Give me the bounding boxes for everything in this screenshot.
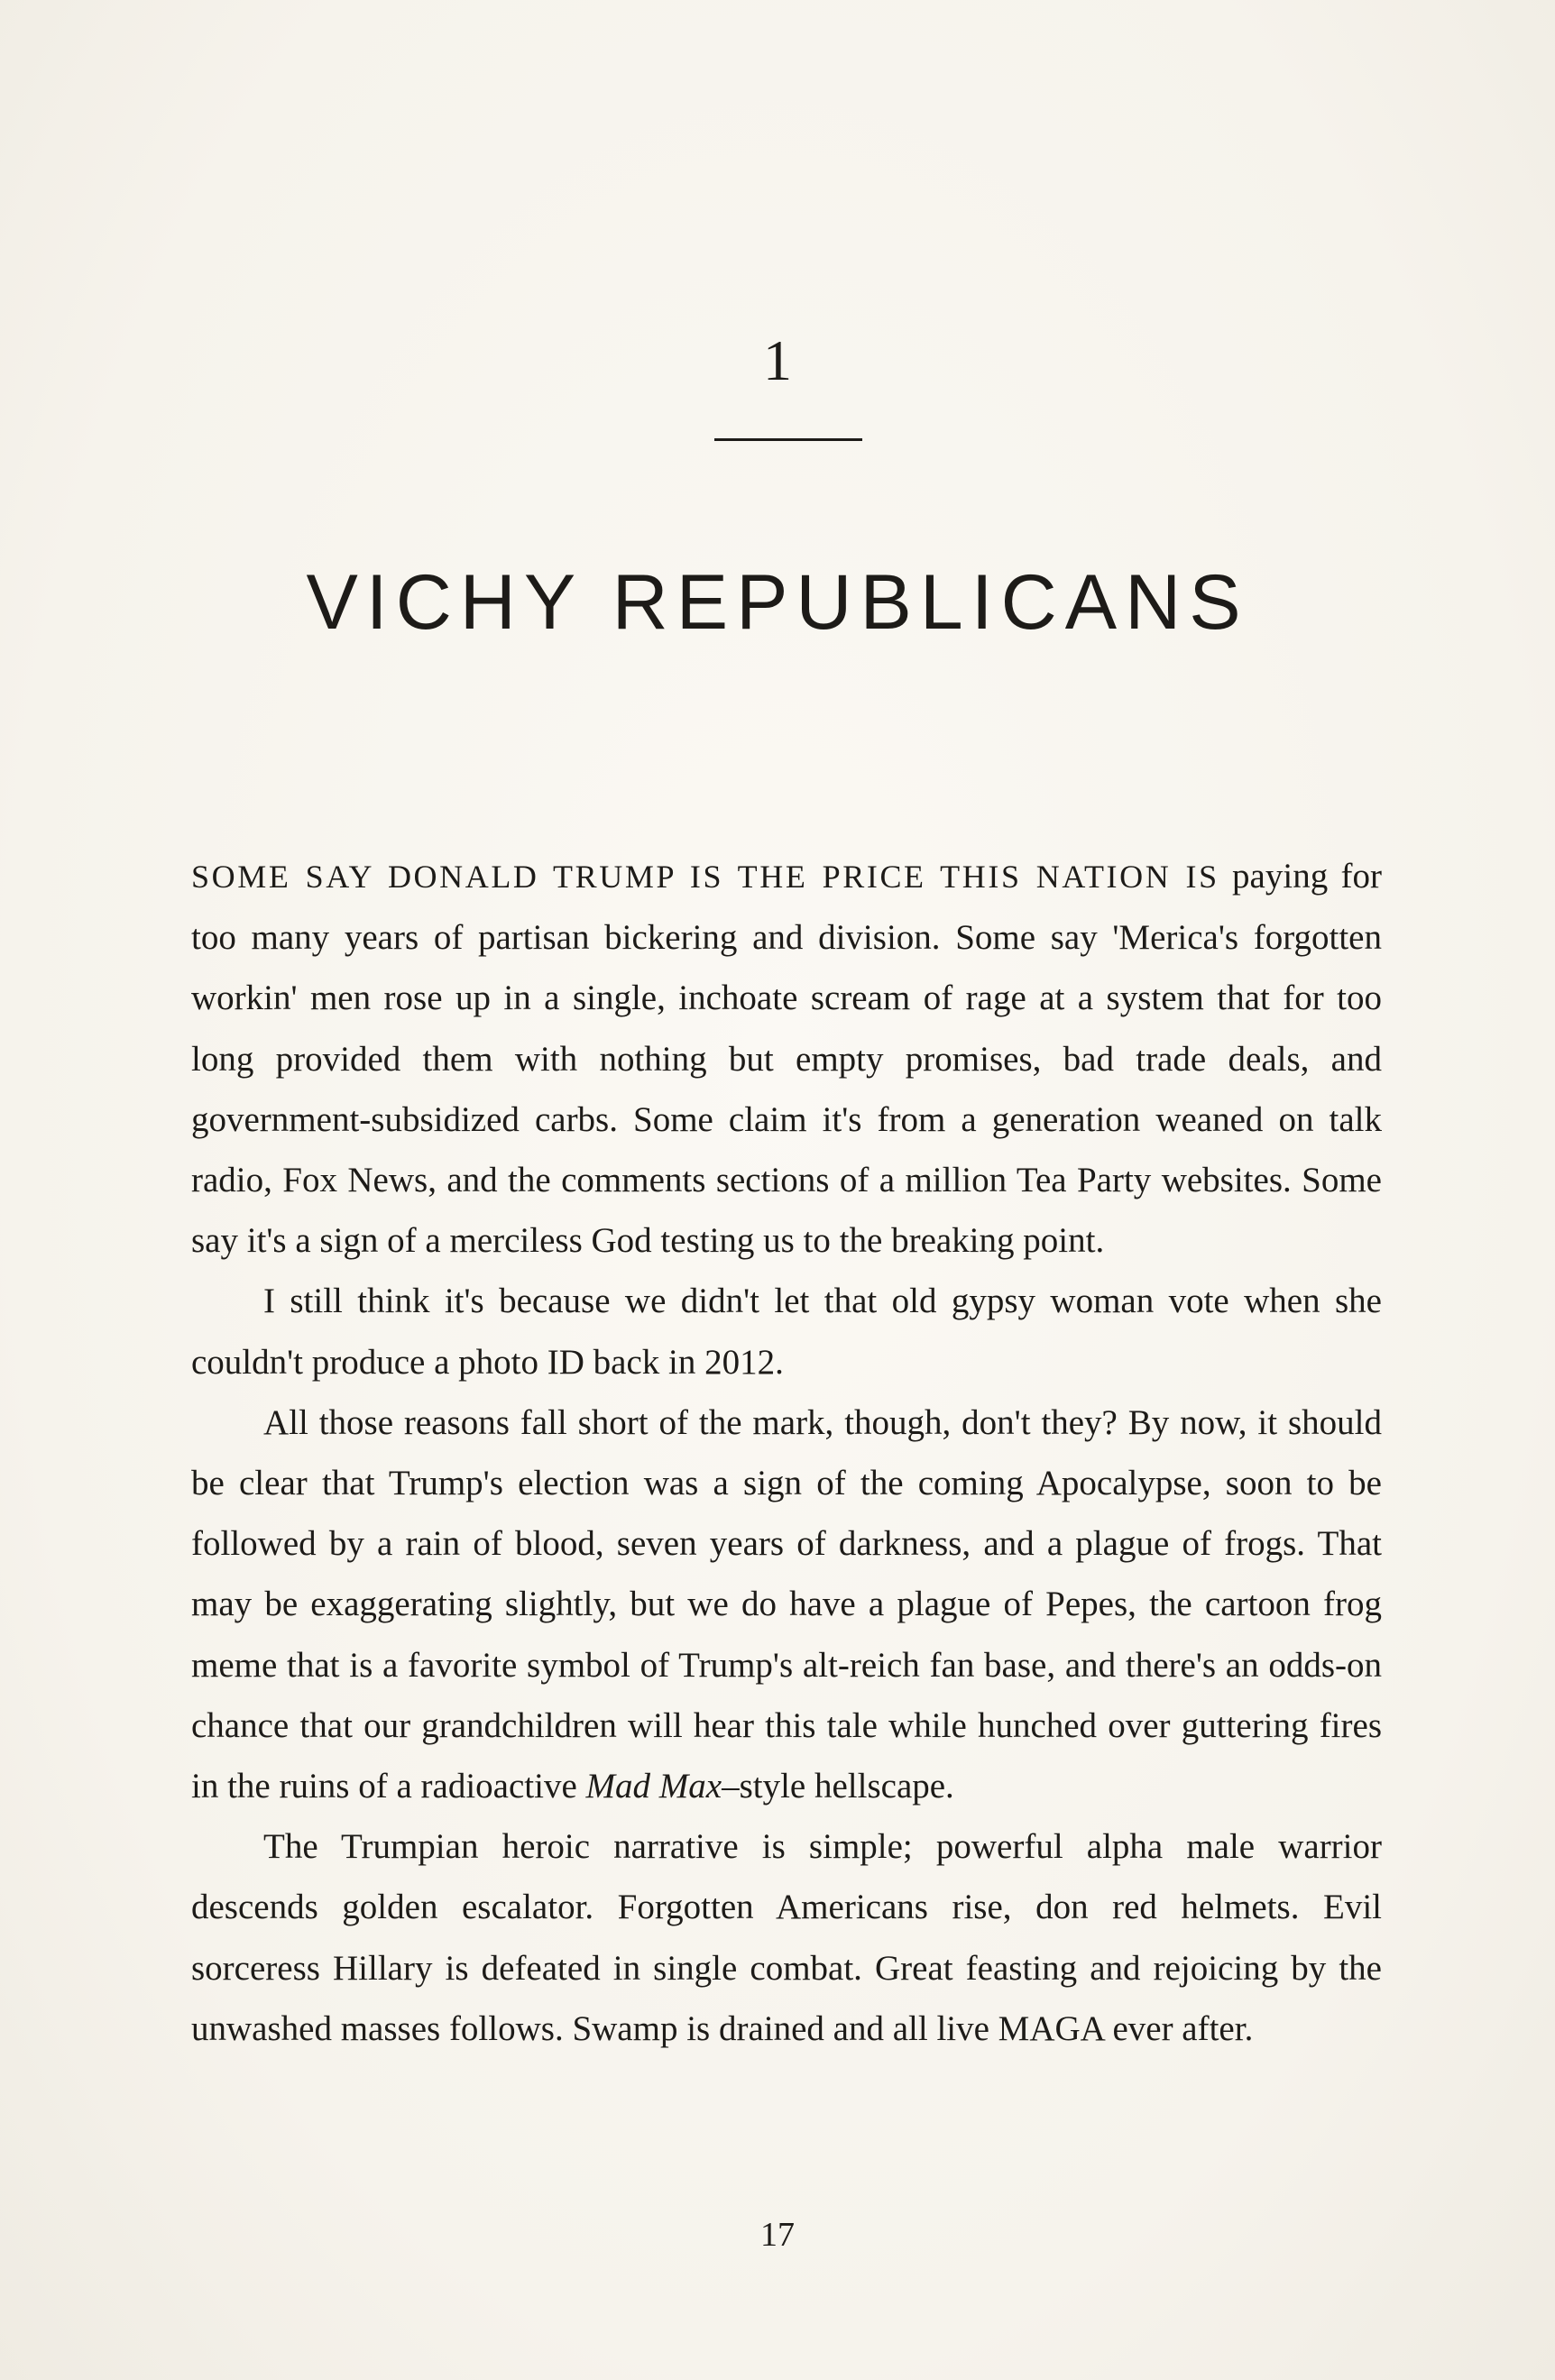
page-number: 17 xyxy=(760,2216,795,2254)
paragraph-2: I still think it's because we didn't let that old gypsy woman vote when she couldn't produce a photo ID back in 2012. xyxy=(191,1282,1382,1382)
paragraph-3-italic-title: Mad Max xyxy=(585,1767,722,1806)
paragraph-1 xyxy=(191,846,1382,1271)
paragraph-1-lead-in: SOME SAY DONALD TRUMP IS THE PRICE THIS NATION IS xyxy=(191,859,1219,895)
chapter-body xyxy=(191,846,1382,2059)
chapter-divider-rule xyxy=(714,438,862,441)
paragraph-3-text: All those reasons fall short of the mark, though, don't they? By now, it should be clear that Trump's election was a sign of the coming Apocalypse, soon to be followed by a rain of blood, seven years of darkness, and a plague of frogs. That may be exaggerating slightly, but we do have a plague of Pepes, the cartoon frog meme that is a favorite symbol of Trump's alt-reich fan base, and there's an odds-on chance that our grandchildren will hear this tale while hunched over guttering fires in the ruins of a radioactive xyxy=(191,1402,1382,1806)
chapter-title: VICHY REPUBLICANS xyxy=(306,558,1249,646)
paragraph-3-text-end: –style hellscape. xyxy=(722,1767,954,1806)
paragraph-4: The Trumpian heroic narrative is simple; powerful alpha male warrior descends golden escalator. Forgotten Americans rise, don red helmets. Evil sorceress Hillary is defeated in single combat. Great feasting and rejoicing by the unwashed masses follows. Swamp is drained and all live MAGA ever after. xyxy=(191,1827,1382,2048)
paragraph-1-text: paying for too many years of partisan bickering and division. Some say 'Merica's forgotten workin' men rose up in a single, inchoate scream of rage at a system that for too long provided them with nothing but empty promises, bad trade deals, and government-subsidized carbs. Some claim it's from a generation weaned on talk radio, Fox News, and the comments sections of a million Tea Party websites. Some say it's a sign of a merciless God testing us to the breaking point. xyxy=(191,857,1382,1261)
paragraph-3 xyxy=(191,1392,1382,1816)
chapter-number: 1 xyxy=(763,328,792,392)
